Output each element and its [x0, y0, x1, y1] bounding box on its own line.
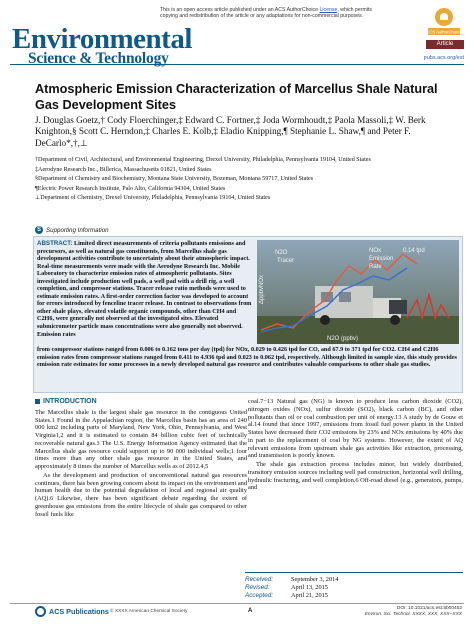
affiliations — [35, 156, 460, 204]
citation: Environ. Sci. Technol. XXXX, XXX, XXX−XXX — [364, 612, 462, 617]
doi-block — [365, 606, 462, 618]
page-number: A — [248, 608, 253, 614]
toc-label-units: 0.14 tpd — [403, 248, 425, 254]
header-rule — [10, 64, 464, 65]
abstract-text-bottom: from compressor stations ranged from 0.006 to 0.162 tons per day (tpd) for NOx, 0.029 to 0.426 tpd for CO, and 67.9 to 371 tpd for CO2. CH4 and C2H6 emission rates from compressor stations ranged from 0.411 to 4.936 tpd and 0.023 to 0.062 tpd, respectively. Although limited in sample size, this study provides emission rate estimates for some processes in a newly developed natural gas resource and contributes valuable comparisons to other shale gas studies. — [37, 346, 457, 369]
copyright-notice: © XXXX American Chemical Society — [110, 609, 188, 614]
journal-title-line2: Science & Technology — [28, 50, 169, 67]
affiliation-5: ⊥Department of Chemistry, Drexel University, Philadelphia, Pennsylvania 19104, United States — [35, 195, 271, 202]
article-dates — [245, 572, 463, 599]
affiliation-2: ‡Aerodyne Research Inc., Billerica, Massachusetts 01821, United States — [35, 166, 212, 173]
intro-paragraph-1: The Marcellus shale is the largest shale gas resource in the contiguous United States.1 Found in the Appalachian region, the Marcellus basin has an area of 240 000 km2 including parts of Maryland, New York, Ohio, Pennsylvania, and West Virginia1,2 and it is estimated to contain 84 billion cubic feet of technically recoverable natural gas.3 The U.S. Energy Information Agency estimated that the Marcellus shale gas resource could support up to 90 000 individual wells;1 four times more than any other shale gas resource in the United States, and approximately 8 times the number of Marcellus wells as of 2012.4,5 — [35, 408, 247, 470]
authorchoice-badge — [426, 6, 462, 36]
toc-graphic — [257, 240, 459, 344]
toc-label-nox: NOx — [369, 248, 381, 254]
article-type-tag: Article — [426, 40, 464, 49]
supporting-info-icon: S — [36, 227, 41, 233]
badge-label: ACS AuthorChoice — [426, 29, 462, 35]
journal-url[interactable]: pubs.acs.org/est — [423, 55, 464, 61]
open-access-note: This is an open access article published under an ACS AuthorChoice License, which permits copying and redistribution of the article or any adaptations for non-commercial purposes. — [160, 7, 372, 20]
toc-x-label: N2O (ppbv) — [327, 336, 359, 342]
toc-label-emission: Emission — [369, 256, 394, 262]
section-heading-introduction: INTRODUCTION — [35, 398, 247, 406]
section-marker-icon — [35, 399, 40, 404]
affiliation-1: †Department of Civil, Architectural, and Environmental Engineering, Drexel University, Philadelphia, Pennsylvania 19104, United States — [35, 157, 371, 163]
journal-logo — [12, 23, 192, 67]
right-column — [248, 398, 463, 493]
date-received: Received: September 3, 2014 — [245, 576, 339, 583]
license-link[interactable]: License — [319, 7, 338, 13]
affiliation-3: §Department of Chemistry and Biochemistry, Montana State University, Bozeman, Montana 59717, United States — [35, 176, 314, 183]
intro-paragraph-3: coal.7−13 Natural gas (NG) is known to produce less carbon dioxide (CO2), nitrogen oxides (NOx), sulfur dioxide (SO2), black carbon (BC), and other pollutants than oil or coal combustion per unit of energy.13 A study by de Gouw et al.14 found that since 1997, emissions from fossil fuel power plants in the United States have decreased their CO2 emissions by 23% and NOx emissions by 40% due in part to the replacement of coal by NG systems. However, the extent of AQ relevant emissions from upstream shale gas activities like extraction, processing, and transmission is poorly known. — [248, 398, 463, 460]
affiliation-4: ¶Electric Power Research Institute, Palo Alto, California 94304, United States — [35, 185, 226, 192]
toc-label-n2o: N2O — [275, 250, 288, 256]
abstract-label: ABSTRACT: — [37, 240, 73, 247]
date-revised: Revised: April 13, 2015 — [245, 583, 328, 591]
intro-paragraph-2: As the development and production of unconventional natural gas resources continues, there has been growing concern about its impact on the environment and human health due to the potential degradation of local and regional air quality (AQ).6 Likewise, there has been significant debate regarding the extent of greenhouse gas emissions from the entire lifecycle of shale gas compared to other fossil fuels like — [35, 471, 247, 518]
footer-rule — [10, 603, 464, 604]
journal-title-line1: Environmental — [12, 23, 192, 55]
left-column — [35, 398, 247, 519]
date-accepted: Accepted: April 21, 2015 — [245, 591, 328, 599]
abstract-text-top: ABSTRACT: Limited direct measurements of criteria pollutants emissions and precursors, as well as natural gas constituents, from Marcellus shale gas development activities contribute to uncertainty about their atmospheric impact. Real-time measurements were made with the Aerodyne Research Inc. Mobile Laboratory to characterize emission rates of atmospheric pollutants. Sites investigated include production well pads, a well pad with a drill rig, a well completion, and compressor stations. Tracer release ratio methods were used to estimate emission rates. A first-order correction factor was developed to account for errors introduced by fenceline tracer release. In contrast to observations from other shale plays, elevated volatile organic compounds, other than CH4 and C2H6, were generally not observed at the investigated sites. Elevated submicrometer particle mass concentrations were also generally not observed. Emission rates — [37, 240, 252, 338]
acs-publications-logo: ACS Publications — [35, 606, 109, 617]
article-title: Atmospheric Emission Characterization of Marcellus Shale Natural Gas Development Sites — [35, 82, 438, 112]
acs-ring-icon — [35, 606, 46, 617]
toc-label-tracer: Tracer — [277, 258, 295, 264]
toc-y-label: ΔppbvNOx — [259, 274, 265, 304]
supporting-info-link[interactable]: S Supporting Information — [36, 226, 109, 234]
doi-link[interactable]: DOI: 10.1021/acs.est.5b00452 — [396, 606, 462, 611]
intro-paragraph-4: The shale gas extraction process includes minor, but widely distributed, transitory emission sources including well pad construction, horizontal well drilling, hydraulic fracturing, and well completion.6 Off-road diesel (e.g., generators, pumps, and — [248, 461, 463, 492]
toc-label-rate: Rate — [369, 264, 382, 270]
author-list: J. Douglas Goetz,† Cody Floerchinger,‡ Edward C. Fortner,‡ Joda Wormhoudt,‡ Paola Massoli,‡ W. Berk Knighton,§ Scott C. Herndon,‡ Charles E. Kolb,‡ Eladio Knipping,¶ Stephanie L. Shaw,¶ and Peter F. DeCarlo*,†,⊥ — [35, 115, 426, 148]
